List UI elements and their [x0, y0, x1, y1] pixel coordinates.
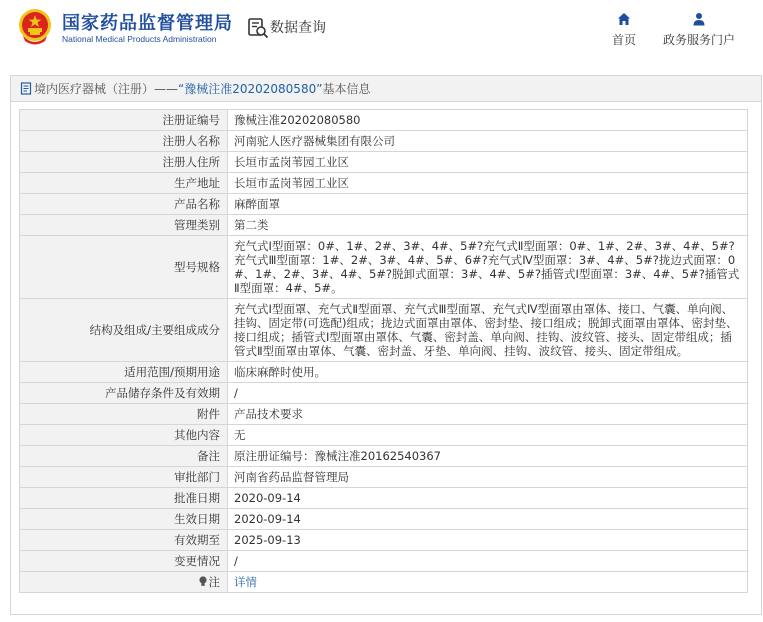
- table-row: [20, 194, 748, 215]
- table-row: [20, 215, 748, 236]
- field-label: 型号规格: [20, 236, 228, 299]
- field-label: 注册人名称: [20, 131, 228, 152]
- table-row: [20, 236, 748, 299]
- lightbulb-icon: [198, 576, 208, 587]
- data-query-label[interactable]: 数据查询: [270, 20, 326, 36]
- field-value: 长垣市孟岗苇园工业区: [228, 173, 748, 194]
- table-row: [20, 572, 748, 593]
- field-label: 管理类别: [20, 215, 228, 236]
- field-value: 原注册证编号：豫械注准20162540367: [228, 446, 748, 467]
- field-value: 河南省药品监督管理局: [228, 467, 748, 488]
- table-row: [20, 299, 748, 362]
- table-row: [20, 530, 748, 551]
- field-label: 附件: [20, 404, 228, 425]
- field-label: 注册人住所: [20, 152, 228, 173]
- panel-title: [11, 76, 761, 102]
- table-row: [20, 467, 748, 488]
- nav-home-link[interactable]: [606, 12, 642, 52]
- table-row: [20, 488, 748, 509]
- field-label: 产品储存条件及有效期: [20, 383, 228, 404]
- detail-panel: [10, 75, 762, 615]
- field-label: 注: [208, 575, 220, 589]
- table-row: [20, 425, 748, 446]
- field-label: 审批部门: [20, 467, 228, 488]
- field-label: 其他内容: [20, 425, 228, 446]
- field-label: 生产地址: [20, 173, 228, 194]
- national-emblem-icon: [17, 8, 53, 46]
- field-value: 无: [228, 425, 748, 446]
- document-icon: [20, 82, 33, 95]
- panel-registration-number: “豫械注准20202080580”: [178, 82, 323, 96]
- field-label: 注册证编号: [20, 110, 228, 131]
- table-row: [20, 362, 748, 383]
- table-row: [20, 173, 748, 194]
- field-label: 备注: [20, 446, 228, 467]
- table-row: [20, 551, 748, 572]
- user-icon: [692, 12, 706, 26]
- nav-portal-label: 政务服务门户: [662, 33, 735, 47]
- field-value: 充气式Ⅰ型面罩：0#、1#、2#、3#、4#、5#?充气式Ⅱ型面罩：0#、1#、2#、3#、4#、5#?充气式Ⅲ型面罩：1#、2#、3#、4#、5#、6#?充气式Ⅳ型面罩：3#、4#、5#?拢边式面罩：0#、1#、2#、3#、4#、5#?脱卸式面罩：3#、4#、5#?插管式Ⅰ型面罩：3#、4#、5#?插管式Ⅱ型面罩：4#、5#。: [228, 236, 748, 299]
- field-label: 批准日期: [20, 488, 228, 509]
- table-row: [20, 383, 748, 404]
- field-value: 产品技术要求: [228, 404, 748, 425]
- panel-suffix: 基本信息: [322, 82, 371, 96]
- field-value: 第二类: [228, 215, 748, 236]
- field-label: 生效日期: [20, 509, 228, 530]
- field-value: /: [228, 551, 748, 572]
- table-row: [20, 110, 748, 131]
- field-value: 麻醉面罩: [228, 194, 748, 215]
- field-value: 2025-09-13: [228, 530, 748, 551]
- field-value: 豫械注准20202080580: [228, 110, 748, 131]
- info-table: [19, 109, 748, 593]
- field-label: 有效期至: [20, 530, 228, 551]
- nav-home-label: 首页: [611, 33, 636, 47]
- field-label: 产品名称: [20, 194, 228, 215]
- field-value: 充气式Ⅰ型面罩、充气式Ⅱ型面罩、充气式Ⅲ型面罩、充气式Ⅳ型面罩由罩体、接口、气囊、单向阀、挂钩、固定带(可选配)组成；拢边式面罩由罩体、密封垫、接口组成；脱卸式面罩由罩体、密封垫、接口组成；插管式Ⅰ型面罩由罩体、气囊、密封盖、单向阀、挂钩、波纹管、接头、固定带组成；插管式Ⅱ型面罩由罩体、气囊、密封盖、牙垫、单向阀、挂钩、波纹管、接头、固定带组成。: [228, 299, 748, 362]
- brand-subtitle: National Medical Products Administration: [62, 34, 217, 44]
- field-value: /: [228, 383, 748, 404]
- field-value: 临床麻醉时使用。: [228, 362, 748, 383]
- table-row: [20, 446, 748, 467]
- field-value: 2020-09-14: [228, 509, 748, 530]
- field-value: 河南驼人医疗器械集团有限公司: [228, 131, 748, 152]
- panel-category: 境内医疗器械（注册）: [34, 82, 155, 96]
- table-row: [20, 404, 748, 425]
- field-label: 适用范围/预期用途: [20, 362, 228, 383]
- nav-portal-link[interactable]: [656, 12, 742, 52]
- table-row: [20, 152, 748, 173]
- field-value: 2020-09-14: [228, 488, 748, 509]
- field-value-cell: [228, 572, 748, 593]
- field-label: 变更情况: [20, 551, 228, 572]
- home-icon: [617, 12, 631, 26]
- note-label-cell: [20, 572, 228, 593]
- brand-title[interactable]: 国家药品监督管理局: [62, 13, 233, 34]
- details-link[interactable]: 详情: [234, 575, 257, 589]
- field-value: 长垣市孟岗苇园工业区: [228, 152, 748, 173]
- data-query-icon: [247, 17, 269, 39]
- table-row: [20, 131, 748, 152]
- field-label: 结构及组成/主要组成成分: [20, 299, 228, 362]
- panel-separator: ——: [154, 81, 179, 96]
- site-header: [0, 0, 763, 62]
- table-row: [20, 509, 748, 530]
